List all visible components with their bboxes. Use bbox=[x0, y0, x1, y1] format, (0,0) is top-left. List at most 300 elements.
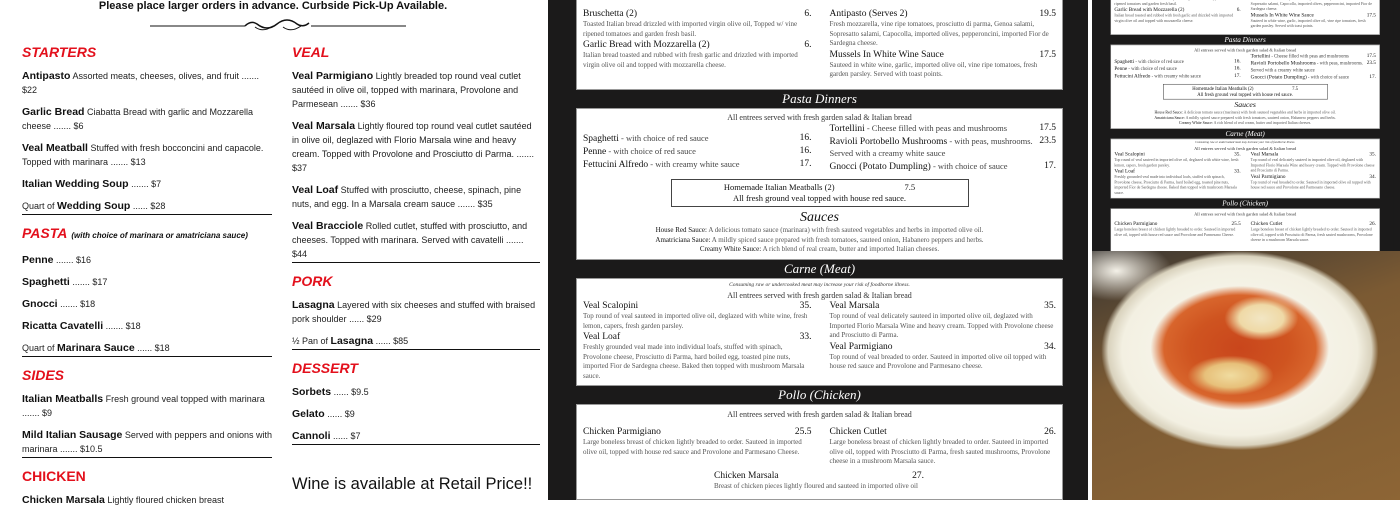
menu-section-chicken bbox=[22, 466, 272, 508]
item-price: 35. bbox=[799, 301, 812, 311]
pollo-box bbox=[576, 404, 1063, 500]
item-name: Lasagna bbox=[292, 299, 335, 311]
menu-column-right bbox=[292, 42, 540, 453]
item-price: ...... $29 bbox=[349, 314, 382, 324]
lasagna-dish-photo bbox=[1092, 251, 1400, 500]
item-description: Top round of veal breaded to order. Sauteed in imported olive oil topped with house red sauce and Provolone and Parmesano cheese. bbox=[1250, 180, 1371, 190]
carne-note: All entrees served with fresh garden salad & Italian bread bbox=[1193, 146, 1296, 152]
raw-meat-warning: Consuming raw or undercooked meat may increase your risk of foodborne illness. bbox=[1194, 141, 1295, 145]
menu-item bbox=[22, 275, 272, 289]
item-name: Garlic Bread bbox=[22, 106, 85, 118]
item-name: Ravioli Portobello Mushrooms bbox=[1250, 61, 1316, 67]
sauce-description: A rich blend of real cream, butter and imported Italian cheeses. bbox=[1212, 120, 1311, 126]
item-price: 17.5 bbox=[1039, 123, 1056, 133]
item-row bbox=[830, 161, 1057, 173]
dinner-item bbox=[830, 9, 1057, 49]
appetizers-box bbox=[576, 0, 1063, 90]
item-name-wrap bbox=[583, 427, 789, 438]
item-description: Lightly breaded top round veal cutlet sautéed in olive oil, topped with marinara, Provolone and Parmesean bbox=[292, 71, 521, 109]
item-name-wrap bbox=[1114, 73, 1230, 80]
item-name-wrap bbox=[1114, 66, 1230, 73]
item-price: ....... $36 bbox=[340, 99, 376, 109]
item-price: 16. bbox=[799, 146, 812, 156]
carne-box bbox=[576, 278, 1063, 386]
sauce-description: A rich blend of real cream, butter and imported Italian cheeses. bbox=[761, 245, 940, 253]
item-name: Wedding Soup bbox=[57, 200, 131, 212]
item-name: Veal Parmigiano bbox=[292, 70, 374, 82]
menu-item bbox=[292, 183, 540, 211]
menu-item bbox=[22, 493, 272, 507]
menu-item bbox=[22, 177, 272, 191]
item-price: 35. bbox=[1368, 151, 1376, 158]
item-prefix: Quart of bbox=[22, 343, 55, 353]
item-description: Freshly grounded veal made into individual loafs, stuffed with spinach, Provolone cheese, Prosciutto di Parma, hard boiled egg, toasted pine nuts, imported Fior de Sardegna cheese. Baked then topped with mushroom Marsala sauce. bbox=[583, 343, 805, 380]
item-name: Mussels In White Wine Sauce bbox=[1250, 12, 1314, 19]
dinner-item bbox=[1250, 0, 1375, 12]
menu-item bbox=[22, 253, 272, 267]
item-price: 17. bbox=[1233, 73, 1241, 79]
item-detail: - with peas, mushrooms. Served with a creamy white sauce bbox=[1250, 60, 1363, 73]
sauces-section bbox=[577, 209, 1062, 258]
item-price: 33. bbox=[799, 332, 812, 342]
item-description: Sopresatto salami, Capocolla, imported olives, pepperoncini, imported Fior de Sardegna cheese. bbox=[1250, 1, 1372, 12]
section-heading bbox=[22, 223, 272, 246]
item-name: Lasagna bbox=[330, 335, 374, 347]
menu-section-pasta bbox=[22, 223, 272, 357]
section-title: CHICKEN bbox=[22, 468, 86, 484]
item-price: 17.5 bbox=[1366, 12, 1376, 19]
sauce-description: A mildly spiced sauce prepared with fresh tomatoes, sauteed onion, Habanero peppers and herbs. bbox=[710, 235, 984, 244]
item-name: Chicken Marsala bbox=[714, 470, 779, 481]
menu-item bbox=[22, 341, 272, 355]
item-row bbox=[583, 40, 812, 51]
item-name: Italian Meatballs bbox=[22, 393, 104, 405]
item-row bbox=[714, 471, 924, 482]
item-price: 16. bbox=[1233, 66, 1241, 72]
item-prefix: Quart of bbox=[22, 201, 55, 211]
item-name: Gnocci (Potato Dumpling) bbox=[1250, 74, 1307, 81]
item-price: 23.5 bbox=[1366, 60, 1376, 67]
section-title: SIDES bbox=[22, 367, 65, 383]
sauces-title: Sauces bbox=[1233, 101, 1256, 110]
item-name-wrap bbox=[830, 342, 1039, 353]
item-price: 35. bbox=[1233, 151, 1241, 158]
menu-and-photo-panel bbox=[1092, 0, 1400, 500]
item-description: Sauteed in white wine, garlic, imported olive oil, vine ripe tomatoes, fresh garden parsley. Served with toast points. bbox=[1250, 18, 1366, 29]
item-name: Veal Loaf bbox=[583, 332, 621, 342]
pasta-box bbox=[576, 108, 1063, 260]
menu-item bbox=[22, 105, 272, 133]
item-row bbox=[1250, 53, 1375, 60]
item-price: 33. bbox=[1233, 168, 1241, 175]
pollo-note: All entrees served with fresh garden salad & Italian bread bbox=[727, 410, 912, 419]
item-name-wrap bbox=[1250, 53, 1363, 60]
item-name-wrap bbox=[583, 301, 794, 312]
item-detail: - with creamy white sauce bbox=[1149, 73, 1201, 79]
item-price: ...... $18 bbox=[137, 343, 170, 353]
item-description: Ciabatta Bread with garlic and Mozzarella cheese bbox=[22, 107, 254, 131]
sauce-item bbox=[577, 226, 1062, 236]
item-name: Fettucini Alfredo bbox=[583, 160, 649, 170]
item-price: 17. bbox=[799, 159, 812, 169]
item-description: Sauteed in white wine, garlic, imported olive oil, vine ripe tomatoes, fresh garden parsley. Served with toast points. bbox=[829, 60, 1038, 78]
item-name-wrap bbox=[714, 471, 906, 482]
dinner-item bbox=[1250, 74, 1375, 81]
item-price: ....... $37 bbox=[292, 149, 534, 173]
sauce-name: House Red Sauce: bbox=[655, 226, 707, 234]
item-name: Veal Marsala bbox=[292, 120, 356, 132]
pasta-box bbox=[1110, 45, 1379, 129]
item-row bbox=[1114, 73, 1240, 80]
dinner-item bbox=[583, 159, 812, 171]
item-name-wrap bbox=[830, 161, 1039, 173]
item-name-wrap bbox=[830, 50, 1034, 61]
meatballs-special-box bbox=[1162, 84, 1327, 99]
item-name: Chicken Cutlet bbox=[829, 427, 887, 437]
item-name: Penne bbox=[1113, 66, 1127, 73]
section-title-pollo: Pollo (Chicken) bbox=[1221, 199, 1268, 208]
dinner-item bbox=[830, 50, 1057, 80]
item-price: 16. bbox=[1233, 58, 1241, 65]
item-price: 25.5 bbox=[794, 427, 812, 437]
item-description: Rolled cutlet, stuffed with prosciutto, and cheeses. Topped with marinara. Served with cavatelli bbox=[292, 221, 528, 245]
item-name: Chicken Cutlet bbox=[1250, 221, 1282, 227]
pasta-note: All entrees served with fresh garden salad & Italian bread bbox=[727, 113, 912, 122]
item-price: 26. bbox=[1368, 221, 1376, 227]
item-row bbox=[583, 9, 812, 20]
item-description: Assorted meats, cheeses, olives, and fruit bbox=[72, 71, 240, 81]
section-title: STARTERS bbox=[22, 44, 97, 60]
item-price: ....... $16 bbox=[56, 255, 92, 265]
item-name: Spaghetti bbox=[1113, 59, 1134, 65]
section-heading bbox=[22, 466, 272, 486]
item-row bbox=[583, 301, 812, 312]
item-name: Penne bbox=[583, 147, 607, 157]
item-description: Breast of chicken pieces lightly floured and sauteed in imported olive oil bbox=[714, 481, 918, 490]
item-price: ...... $28 bbox=[132, 201, 166, 211]
item-description: Large boneless breast of chicken lightly breaded to order. Sauteed in imported olive oil, topped with house red sauce and Provolone and Parmesano Cheese. bbox=[583, 438, 802, 456]
dinner-item bbox=[1114, 73, 1240, 80]
item-name-wrap bbox=[1114, 59, 1230, 66]
menu-item bbox=[22, 141, 272, 169]
item-detail: - with peas, mushrooms. Served with a creamy white sauce bbox=[829, 136, 1033, 158]
menu-item bbox=[292, 69, 540, 111]
item-name-wrap bbox=[583, 9, 798, 20]
item-name: Chicken Parmigiano bbox=[583, 427, 661, 437]
sauce-item bbox=[577, 236, 1062, 246]
special-name: Homemade Italian Meatballs (2) bbox=[723, 182, 835, 192]
dinner-item bbox=[830, 342, 1057, 372]
sauce-name: Creamy White Sauce: bbox=[699, 245, 762, 253]
dinner-item bbox=[583, 133, 812, 145]
item-price: ....... $22 bbox=[22, 71, 260, 95]
sauce-description: A mildly spiced sauce prepared with fresh tomatoes, sauteed onion, Habanero peppers and herbs. bbox=[1184, 115, 1336, 120]
menu-item bbox=[22, 319, 272, 333]
menu-item bbox=[292, 119, 540, 175]
item-name: Tortellini bbox=[829, 124, 865, 134]
item-prefix: ½ Pan of bbox=[292, 336, 329, 346]
meatballs-special-box bbox=[671, 179, 969, 207]
item-price: 19.5 bbox=[1039, 9, 1056, 19]
raw-meat-warning: Consuming raw or undercooked meat may increase your risk of foodborne illness. bbox=[729, 282, 910, 288]
item-name: Penne bbox=[22, 254, 54, 266]
dinner-menu-page bbox=[548, 0, 1088, 500]
item-description: ripened tomatoes and garden fresh basil. bbox=[1113, 1, 1177, 7]
item-description: Top round of veal delicately sauteed in imported olive oil, deglazed with Imported Florio Marsala Wine and heavy cream. Topped with Provolone cheese and Prosciutto di Parma. bbox=[829, 312, 1054, 339]
item-detail: - with choice of sauce bbox=[930, 161, 1008, 171]
item-name: Veal Marsala bbox=[829, 301, 880, 311]
sauces-section bbox=[1111, 101, 1379, 128]
item-description: Fresh ground veal topped with marinara bbox=[105, 394, 265, 404]
item-description: Served with peppers and onions with marinara bbox=[22, 430, 272, 454]
item-description: Large boneless breast of chicken lightly breaded to order. Sauteed in imported olive oil, topped with Prosciutto di Parma, fresh sauted mushrooms, Provolone cheese in a mushroom Marsala sauce. bbox=[1250, 227, 1373, 243]
item-description: Lightly floured chicken breast bbox=[107, 495, 224, 505]
item-price: ....... $10.5 bbox=[60, 444, 103, 454]
section-title-carne: Carne (Meat) bbox=[1224, 129, 1265, 138]
special-price: 7.5 bbox=[904, 182, 916, 192]
menu-item bbox=[292, 334, 540, 348]
section-heading bbox=[292, 358, 540, 378]
item-name: Gelato bbox=[292, 408, 325, 420]
item-name: Garlic Bread with Mozzarella (2) bbox=[583, 40, 710, 50]
appetizers-box bbox=[1110, 0, 1379, 35]
item-price: 34. bbox=[1368, 174, 1376, 180]
sauce-item bbox=[577, 245, 1062, 255]
item-name: Chicken Marsala bbox=[22, 494, 105, 506]
dinner-item bbox=[830, 301, 1057, 341]
item-name-wrap bbox=[830, 427, 1039, 438]
item-price: ...... $7 bbox=[333, 431, 361, 441]
menu-section-veal bbox=[292, 42, 540, 263]
item-row bbox=[583, 146, 812, 158]
dinner-item bbox=[583, 427, 812, 457]
item-detail: - with creamy white sauce bbox=[648, 159, 740, 169]
item-price: ....... $18 bbox=[60, 299, 96, 309]
menu-item bbox=[292, 298, 540, 326]
item-row bbox=[830, 9, 1057, 20]
dinner-item bbox=[830, 161, 1057, 173]
item-description: Stuffed with fresh bocconcini and capacole. Topped with marinara bbox=[22, 143, 264, 167]
special-desc: All fresh ground veal topped with house red sauce. bbox=[732, 193, 907, 203]
item-price: 6. bbox=[1236, 7, 1241, 13]
item-row bbox=[830, 427, 1057, 438]
item-row bbox=[583, 133, 812, 145]
dinner-menu-thumbnail bbox=[1095, 0, 1394, 262]
item-name-wrap bbox=[583, 146, 794, 158]
item-price: ....... $35 bbox=[457, 199, 493, 209]
item-price: 27. bbox=[912, 470, 924, 481]
item-detail: - with choice of sauce bbox=[1306, 74, 1349, 80]
item-description: Top round of veal sauteed in imported olive oil, deglazed with white wine, fresh lemon, capers, fresh garden parsley. bbox=[1113, 157, 1238, 168]
item-row bbox=[1114, 59, 1240, 66]
dinner-item bbox=[1114, 169, 1240, 196]
carne-box bbox=[1110, 139, 1379, 199]
item-row bbox=[1250, 74, 1375, 81]
item-price: ....... $6 bbox=[53, 121, 84, 131]
item-name: Garlic Bread with Mozzarella (2) bbox=[1113, 7, 1184, 13]
item-price: ...... $9.5 bbox=[333, 387, 369, 397]
item-name-wrap bbox=[830, 301, 1039, 312]
dinner-item bbox=[1114, 59, 1240, 66]
item-name: Marinara Sauce bbox=[57, 342, 135, 354]
section-title: DESSERT bbox=[292, 360, 358, 376]
item-description: Top round of veal delicately sauteed in imported olive oil, deglazed with Imported Florio Marsala Wine and heavy cream. Topped with Provolone cheese and Prosciutto di Parma. bbox=[1250, 157, 1374, 173]
sauce-name: Amatriciana Sauce: bbox=[1153, 115, 1185, 120]
menu-column-left bbox=[22, 42, 272, 516]
menu-item bbox=[292, 385, 540, 399]
dinner-item bbox=[1114, 0, 1240, 7]
menu-item bbox=[22, 428, 272, 456]
dinner-item bbox=[1250, 174, 1375, 191]
item-name: Veal Parmigiano bbox=[829, 341, 893, 352]
item-price: 23.5 bbox=[1039, 136, 1056, 146]
item-name: Veal Marsala bbox=[1250, 151, 1278, 158]
item-description: Freshly grounded veal made into individual loafs, stuffed with spinach, Provolone cheese, Prosciutto di Parma, hard boiled egg, toasted pine nuts, imported Fior de Sardegna cheese. Baked then topped with mushroom Marsala sauce. bbox=[1113, 174, 1237, 196]
dinner-item bbox=[1250, 221, 1375, 243]
dinner-item bbox=[830, 136, 1057, 160]
dinner-item bbox=[1114, 221, 1240, 238]
item-price: 35. bbox=[1044, 301, 1056, 311]
item-description: Italian bread toasted and rubbed with fresh garlic and drizzled with imported virgin olive oil and topped with mozzarella cheese. bbox=[583, 51, 798, 69]
item-row bbox=[830, 123, 1057, 135]
dinner-item bbox=[583, 332, 812, 381]
dinner-item bbox=[1250, 13, 1375, 30]
section-heading bbox=[22, 42, 272, 62]
item-name: Antipasto (Serves 2) bbox=[829, 9, 908, 19]
carne-note: All entrees served with fresh garden salad & Italian bread bbox=[727, 291, 912, 300]
item-description: Fresh mozzarella, vine ripe tomatoes, prosciutto di parma, Genoa salami, Sopresatto salami, Capocolla, imported olives, pepperoncini, imported Fior de Sardegna cheese. bbox=[829, 20, 1049, 47]
dinner-item bbox=[830, 123, 1057, 135]
item-name: Spaghetti bbox=[22, 276, 70, 288]
item-name: Veal Loaf bbox=[292, 184, 339, 196]
menu-section-starters bbox=[22, 42, 272, 215]
item-row bbox=[1250, 61, 1375, 74]
item-name: Mussels In White Wine Sauce bbox=[829, 49, 944, 60]
item-row bbox=[583, 332, 812, 343]
section-title: PASTA bbox=[22, 225, 68, 241]
item-name: Bruschetta (2) bbox=[583, 9, 638, 19]
item-price: ....... $7 bbox=[131, 179, 162, 189]
sauces-title: Sauces bbox=[800, 210, 839, 225]
item-detail: - with choice of red sauce bbox=[1133, 58, 1184, 65]
item-name-wrap bbox=[583, 133, 794, 145]
item-name: Ravioli Portobello Mushrooms bbox=[829, 137, 948, 147]
item-detail: - with choice of red sauce bbox=[618, 133, 709, 143]
item-name: Veal Meatball bbox=[22, 142, 88, 154]
takeout-menu-page bbox=[0, 0, 546, 506]
menu-item bbox=[292, 407, 540, 421]
item-name-wrap bbox=[583, 332, 794, 343]
item-name: Gnocci (Potato Dumpling) bbox=[829, 162, 931, 172]
item-price: ...... $9 bbox=[327, 409, 355, 419]
item-detail: - with choice of red sauce bbox=[1126, 66, 1177, 72]
item-name: Veal Scalopini bbox=[1113, 151, 1145, 158]
item-description: Large boneless breast of chicken lightly breaded to order. Sauteed in imported olive oil, topped with house red sauce and Provolone and Parmesano Cheese. bbox=[1113, 227, 1235, 238]
sauce-name: House Red Sauce: bbox=[1154, 110, 1183, 115]
section-title: VEAL bbox=[292, 44, 330, 60]
item-row bbox=[1114, 66, 1240, 73]
item-name: Sorbets bbox=[292, 386, 332, 398]
dinner-item bbox=[583, 9, 812, 39]
item-name: Veal Scalopini bbox=[583, 301, 639, 311]
item-description: Large boneless breast of chicken lightly breaded to order. Sauteed in imported olive oil, topped with Prosciutto di Parma, fresh sauted mushrooms, Provolone cheese in a mushroom Marsala sauce. bbox=[829, 438, 1051, 465]
dinner-item bbox=[714, 471, 924, 492]
section-title-pollo: Pollo (Chicken) bbox=[778, 387, 861, 402]
item-name: Antipasto bbox=[22, 70, 71, 82]
dinner-item bbox=[1114, 7, 1240, 24]
item-name: Spaghetti bbox=[583, 134, 619, 144]
item-price: ....... $44 bbox=[292, 235, 524, 259]
item-row bbox=[830, 301, 1057, 312]
menu-item bbox=[292, 219, 540, 261]
dinner-item bbox=[1250, 53, 1375, 60]
item-row bbox=[830, 136, 1057, 160]
menu-header-note: Please place larger orders in advance. Curbside Pick-Up Available. bbox=[98, 0, 448, 12]
item-name: Ricatta Cavatelli bbox=[22, 320, 104, 332]
menu-item bbox=[292, 429, 540, 443]
menu-item bbox=[22, 69, 272, 97]
item-description: Italian bread toasted and rubbed with fresh garlic and drizzled with imported virgin olive oil and topped with mozzarella cheese. bbox=[1113, 13, 1233, 24]
item-description: Stuffed with prosciutto, cheese, spinach, pine nuts, and egg. In a Marsala cream sauce bbox=[292, 185, 522, 209]
dinner-item bbox=[830, 427, 1057, 467]
special-name: Homemade Italian Meatballs (2) bbox=[1191, 85, 1253, 92]
dinner-item bbox=[1250, 61, 1375, 74]
menu-section-pork bbox=[292, 271, 540, 350]
pollo-note: All entrees served with fresh garden salad & Italian bread bbox=[1193, 212, 1296, 218]
item-name: Veal Bracciole bbox=[292, 220, 364, 232]
menu-item bbox=[22, 392, 272, 420]
wine-note: Wine is available at Retail Price!! bbox=[292, 475, 533, 493]
item-name: Chicken Parmigiano bbox=[1113, 221, 1157, 227]
menu-item bbox=[22, 199, 272, 213]
item-name-wrap bbox=[830, 123, 1034, 135]
item-name: Veal Parmigiano bbox=[1250, 174, 1286, 180]
section-subtitle: (with choice of marinara or amatriciana sauce) bbox=[71, 231, 248, 240]
item-detail: - Cheese filled with peas and mushrooms bbox=[1269, 53, 1349, 59]
special-desc: All fresh ground veal topped with house red sauce. bbox=[1196, 92, 1293, 98]
dinner-item bbox=[1250, 152, 1375, 174]
item-name: Italian Wedding Soup bbox=[22, 178, 129, 190]
item-name-wrap bbox=[830, 9, 1034, 20]
sauce-name: Creamy White Sauce: bbox=[1178, 120, 1213, 126]
item-name: Gnocci bbox=[22, 298, 58, 310]
dinner-item bbox=[1114, 66, 1240, 73]
item-price: ....... $13 bbox=[110, 157, 146, 167]
pasta-note: All entrees served with fresh garden salad & Italian bread bbox=[1193, 47, 1296, 53]
item-price: 26. bbox=[1044, 427, 1056, 437]
item-price: ...... $85 bbox=[375, 336, 409, 346]
item-price: ....... $18 bbox=[105, 321, 141, 331]
item-price: 17. bbox=[1368, 74, 1376, 80]
item-name-wrap bbox=[1250, 74, 1365, 81]
item-row bbox=[583, 427, 812, 438]
item-price: 17. bbox=[1044, 161, 1056, 171]
item-description: Lightly floured top round veal cutlet sautéed in olive oil, deglazed with Florio Marsala wine and heavy cream. Topped with Provolone and Prosciutto di Parma. bbox=[292, 121, 532, 159]
ornament-divider-icon bbox=[150, 19, 406, 33]
dinner-item bbox=[583, 40, 812, 70]
section-title: PORK bbox=[292, 273, 333, 289]
item-detail: - with choice of red sauce bbox=[606, 146, 696, 156]
item-name-wrap bbox=[583, 40, 798, 51]
sauce-description: A delicious tomato sauce (marinara) with fresh sauteed vegetables and herbs in imported olive oil. bbox=[706, 226, 984, 234]
item-price: 34. bbox=[1044, 341, 1056, 352]
item-row bbox=[830, 342, 1057, 353]
section-heading bbox=[292, 271, 540, 291]
menu-section-dessert bbox=[292, 358, 540, 445]
section-title-pasta: Pasta Dinners bbox=[1223, 35, 1266, 44]
item-name: Fettucini Alfredo bbox=[1113, 73, 1150, 80]
item-description: Toasted Italian bread drizzled with imported virgin olive oil, Topped w/ vine ripened tomatoes and garden fresh basil. bbox=[583, 20, 798, 38]
